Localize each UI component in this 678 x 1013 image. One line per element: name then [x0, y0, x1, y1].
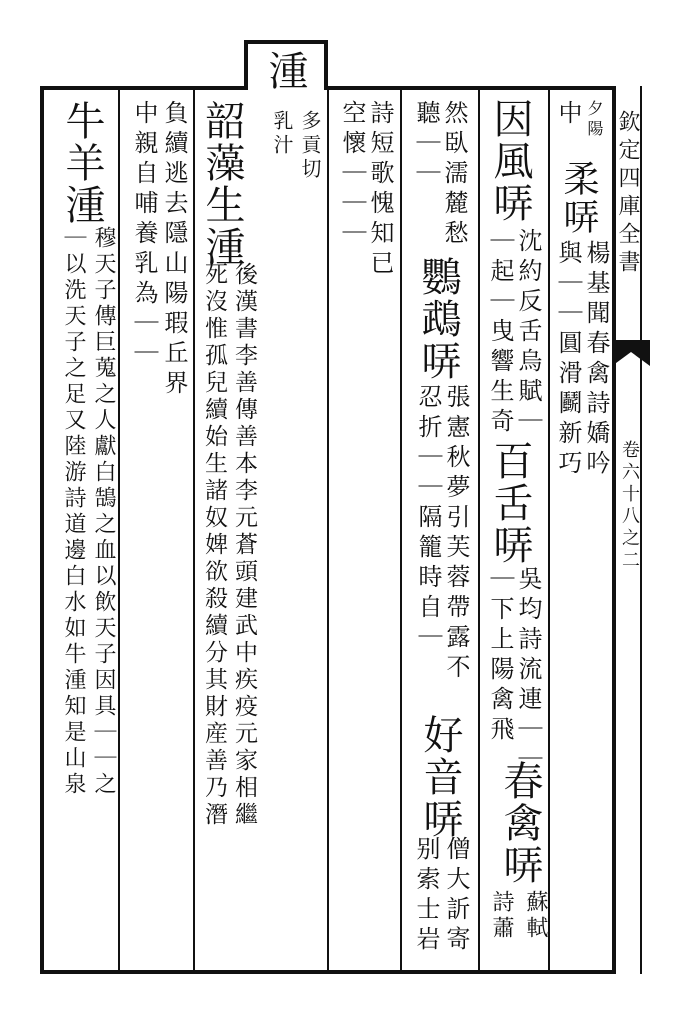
text-fragment: 忍折｜｜隔籠時自｜: [414, 384, 442, 654]
side-edge: [640, 86, 642, 974]
text-fragment: ｜以洗天子之足又陸游詩道邊白水如牛湩知是山泉: [61, 226, 86, 798]
frame-top-left: [40, 86, 246, 90]
text-fragment: 吳均詩流連｜｜: [514, 566, 542, 776]
book-title: 欽定四庫全書: [615, 110, 640, 278]
text-fragment: 楊基聞春禽詩嬌吟: [582, 240, 610, 480]
text-fragment: 聽｜｜: [412, 100, 440, 190]
term-heading: 牛羊湩: [59, 100, 105, 226]
text-fragment: 穆天子傳巨蒐之人獻白鵠之血以飲天子因具｜｜之: [91, 226, 116, 798]
term-heading: 春禽哢: [497, 760, 543, 886]
column-divider: [548, 90, 550, 970]
text-fragment: 别索士岩: [412, 836, 440, 956]
text-fragment: 空懷｜｜｜: [338, 100, 366, 250]
text-fragment: ｜下上陽禽飛: [486, 566, 514, 746]
frame-top-right: [326, 86, 616, 90]
column-divider: [118, 90, 120, 970]
entry-reading-2: 乳汁: [270, 110, 294, 158]
text-fragment: 死沒惟孤兒續始生諸奴婢欲殺續分其財産善乃潛: [201, 262, 227, 829]
text-fragment: 與｜｜圓滑鬬新巧: [554, 240, 582, 480]
text-fragment: ｜起｜曳響生奇: [486, 228, 514, 438]
entry-reading-1: 多貢切: [298, 110, 322, 182]
term-heading: 鸚鵡哢: [415, 256, 461, 382]
term-heading: 百舌哢: [487, 440, 533, 566]
text-fragment: 蘇軾: [523, 890, 548, 942]
text-fragment: 然臥濡麓愁: [440, 100, 468, 250]
fishtail-mark-icon: [612, 340, 650, 366]
column-divider: [478, 90, 480, 970]
volume-label: 卷六十八之二: [619, 440, 640, 572]
column-divider: [327, 90, 329, 970]
term-heading: 好音哢: [417, 714, 463, 840]
header-box-top: [244, 40, 328, 44]
text-fragment: 負續逃去隱山陽瑕丘界: [160, 100, 188, 400]
entry-heading: 湩: [262, 50, 308, 92]
text-fragment: 後漢書李善傳善本李元蒼頭建武中疾疫元家相繼: [231, 262, 257, 829]
text-fragment: 詩短歌愧知已: [366, 100, 394, 280]
text-fragment: 詩蕭: [489, 890, 514, 942]
term-heading: 因風哢: [487, 98, 533, 224]
text-fragment: 夕陽: [585, 100, 604, 140]
header-box-left: [244, 40, 248, 90]
frame-bottom: [40, 970, 616, 974]
term-heading: 韶藻生湩: [199, 100, 245, 268]
term-heading: 柔哢: [558, 160, 599, 236]
text-fragment: 沈約反舌烏賦｜: [514, 228, 542, 438]
text-fragment: 僧大訢寄: [442, 836, 470, 956]
text-fragment: 中親自哺養乳為｜｜: [130, 100, 158, 370]
column-divider: [400, 90, 402, 970]
frame-left: [40, 86, 44, 974]
text-fragment: 中: [554, 100, 582, 130]
header-box-right: [324, 40, 328, 90]
column-divider: [193, 90, 195, 970]
text-fragment: 張憲秋夢引芙蓉帶露不: [442, 384, 470, 684]
